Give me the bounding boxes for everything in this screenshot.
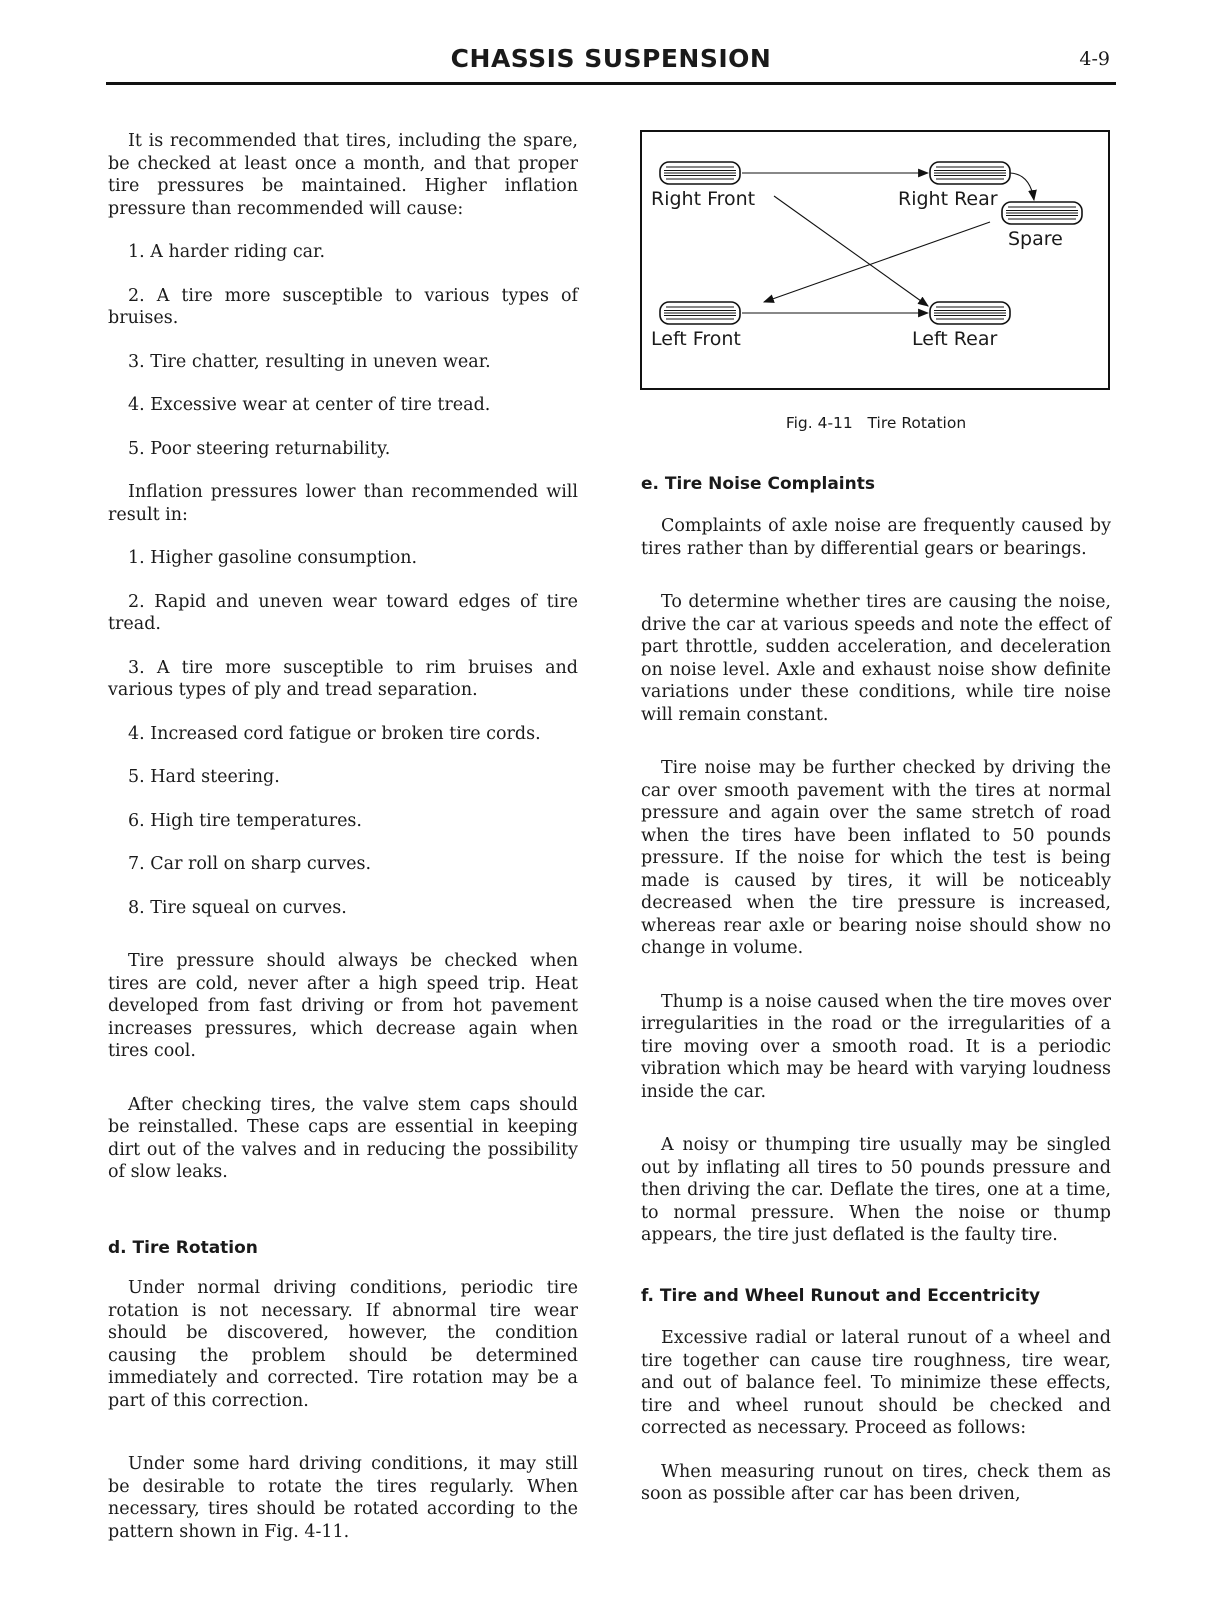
left-column (108, 130, 578, 1543)
right-front-tire-icon (660, 162, 740, 184)
right-column (641, 130, 1111, 1506)
figure-caption: Fig. 4-11 Tire Rotation (785, 414, 967, 432)
left-front-tire-icon (660, 302, 740, 324)
rotation-paragraph-1: Under normal driving conditions, periodic tire rotation is not necessary. If abnormal tire wear should be discovered, however, the condition causing the problem should be determined immediately and corrected. Tire rotation may be a part of this correction. (108, 1278, 578, 1411)
tire-rotation-figure (640, 130, 1110, 390)
thump-paragraph: Thump is a noise caused when the tire moves over irregularities in the road or the irregularities of a tire moving over a smooth road. It is a periodic vibration which may be heard with varying loudness inside the car. (641, 991, 1111, 1102)
list-item: 3. A tire more susceptible to rim bruises and various types of ply and tread separation. (108, 657, 578, 700)
page-header (106, 42, 1116, 85)
list-item: 2. A tire more susceptible to various types of bruises. (108, 285, 578, 328)
list-item: 2. Rapid and uneven wear toward edges of tire tread. (108, 591, 578, 634)
arrow-spare-to-lf (764, 222, 990, 302)
left-rear-tire-icon (930, 302, 1010, 324)
list-item: 8. Tire squeal on curves. (128, 897, 347, 918)
heading-runout: f. Tire and Wheel Runout and Eccentricity (641, 1285, 1041, 1306)
noise-paragraph-1: Complaints of axle noise are frequently caused by tires rather than by differential gears or bearings. (641, 516, 1111, 559)
list-item: 4. Increased cord fatigue or broken tire cords. (128, 723, 541, 744)
arrow-rf-to-lr (774, 196, 928, 306)
runout-paragraph-2: When measuring runout on tires, check them as soon as possible after car has been driven, (641, 1461, 1111, 1504)
list-item: 4. Excessive wear at center of tire tread. (128, 395, 491, 415)
list-item: 1. A harder riding car. (128, 242, 326, 262)
runout-paragraph-1: Excessive radial or lateral runout of a wheel and tire together can cause tire roughness, tire wear, and out of balance feel. To minimize these effects, tire and wheel runout should be checked and corrected as necessary. Proceed as follows: (641, 1328, 1111, 1438)
label-left-rear: Left Rear (912, 328, 998, 350)
valve-caps-paragraph: After checking tires, the valve stem caps should be reinstalled. These caps are essential in keeping dirt out of the valves and in reducing the possibility of slow leaks. (108, 1094, 578, 1182)
label-right-rear: Right Rear (898, 188, 998, 210)
section-title: CHASSIS SUSPENSION (450, 44, 772, 73)
spare-tire-icon (1002, 202, 1082, 224)
label-spare: Spare (1008, 228, 1063, 250)
heading-tire-noise: e. Tire Noise Complaints (641, 473, 875, 494)
list-item: 5. Poor steering returnability. (128, 438, 391, 459)
list-item: 3. Tire chatter, resulting in uneven wear. (128, 351, 491, 372)
list-item: 5. Hard steering. (128, 767, 280, 787)
low-pressure-intro: Inflation pressures lower than recommended will result in: (108, 482, 578, 525)
noise-paragraph-2: To determine whether tires are causing the noise, drive the car at various speeds and note the effect of part throttle, sudden acceleration, and deceleration on noise level. Axle and exhaust noise show definite variations under these conditions, while tire noise will remain constant. (641, 592, 1111, 725)
noisy-tire-paragraph: A noisy or thumping tire usually may be singled out by inflating all tires to 50 pounds pressure and then driving the car. Deflate the tires, one at a time, to normal pressure. When the noise or thump appears, the tire just deflated is the faulty tire. (641, 1135, 1111, 1245)
rotation-paragraph-2: Under some hard driving conditions, it may still be desirable to rotate the tires regularly. When necessary, tires should be rotated according to the pattern shown in Fig. 4-11. (108, 1454, 578, 1542)
label-right-front: Right Front (651, 188, 756, 210)
arrow-rr-to-spare (1010, 173, 1034, 200)
list-item: 6. High tire temperatures. (128, 810, 362, 831)
cold-check-paragraph: Tire pressure should always be checked when tires are cold, never after a high speed trip. Heat developed from fast driving or from hot pavement increases pressures, which decrease again when tires cool. (108, 951, 578, 1061)
noise-paragraph-3: Tire noise may be further checked by driving the car over smooth pavement with the tires at normal pressure and again over the same stretch of road when the tires have been inflated to 50 pounds pressure. If the noise for which the test is being made is caused by tires, it will be noticeably decreased when the tire pressure is increased, whereas rear axle or bearing noise should show no change in volume. (641, 758, 1111, 958)
intro-paragraph: It is recommended that tires, including the spare, be checked at least once a month, and that proper tire pressures be maintained. Higher inflation pressure than recommended will cause: (108, 131, 578, 219)
list-item: 7. Car roll on sharp curves. (128, 854, 372, 874)
heading-tire-rotation: d. Tire Rotation (108, 1237, 258, 1258)
list-item: 1. Higher gasoline consumption. (128, 548, 418, 568)
right-rear-tire-icon (930, 162, 1010, 184)
page-number: 4-9 (1079, 48, 1110, 70)
label-left-front: Left Front (651, 328, 741, 350)
